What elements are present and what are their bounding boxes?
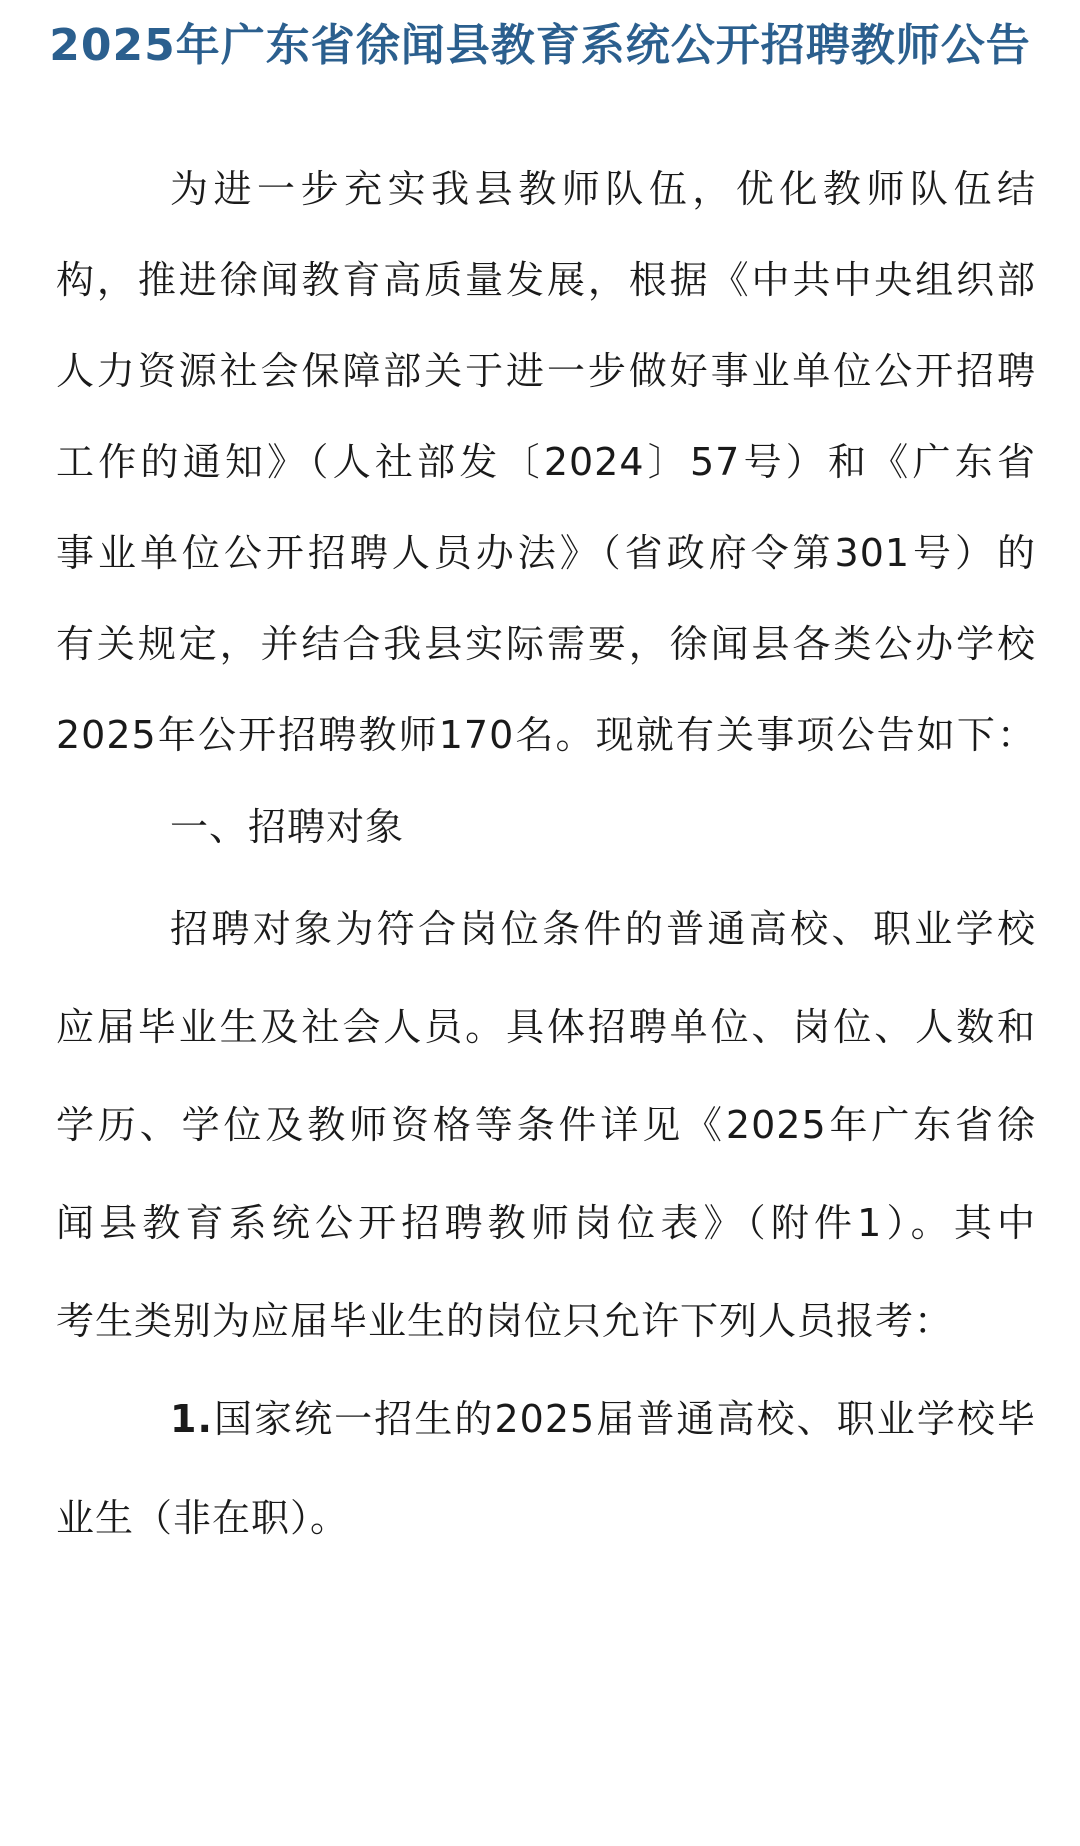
item1-number: 1.	[170, 1397, 213, 1441]
section1-line-1: 招聘对象为符合岗位条件的普通高校、职业学校	[170, 907, 1036, 951]
intro-line-1: 为进一步充实我县教师队伍，优化教师队伍结	[170, 167, 1036, 211]
article-title: 2025年广东省徐闻县教育系统公开招聘教师公告	[49, 20, 1031, 71]
section1-line-5: 考生类别为应届毕业生的岗位只允许下列人员报考：	[56, 1299, 954, 1343]
section1-line-4: 闻县教育系统公开招聘教师岗位表》（附件1）。其中	[56, 1201, 1036, 1245]
intro-line-2: 构，推进徐闻教育高质量发展，根据《中共中央组织部	[56, 258, 1036, 302]
intro-line-5: 事业单位公开招聘人员办法》（省政府令第301号）的	[56, 531, 1036, 575]
item1-text: 国家统一招生的2025届普通高校、职业学校毕	[212, 1397, 1036, 1441]
section1-line-2: 应届毕业生及社会人员。具体招聘单位、岗位、人数和	[56, 1005, 1036, 1049]
item1-line-2: 业生（非在职）。	[56, 1496, 350, 1540]
intro-line-6: 有关规定，并结合我县实际需要，徐闻县各类公办学校	[56, 622, 1036, 666]
intro-line-3: 人力资源社会保障部关于进一步做好事业单位公开招聘	[56, 349, 1036, 393]
section1-heading: 一、招聘对象	[170, 805, 405, 849]
section1-line-3: 学历、学位及教师资格等条件详见《2025年广东省徐	[56, 1103, 1036, 1147]
item1-line-1	[170, 1389, 1036, 1449]
intro-line-4: 工作的通知》（人社部发〔2024〕57号）和《广东省	[56, 440, 1036, 484]
intro-line-7: 2025年公开招聘教师170名。现就有关事项公告如下：	[56, 713, 1036, 757]
